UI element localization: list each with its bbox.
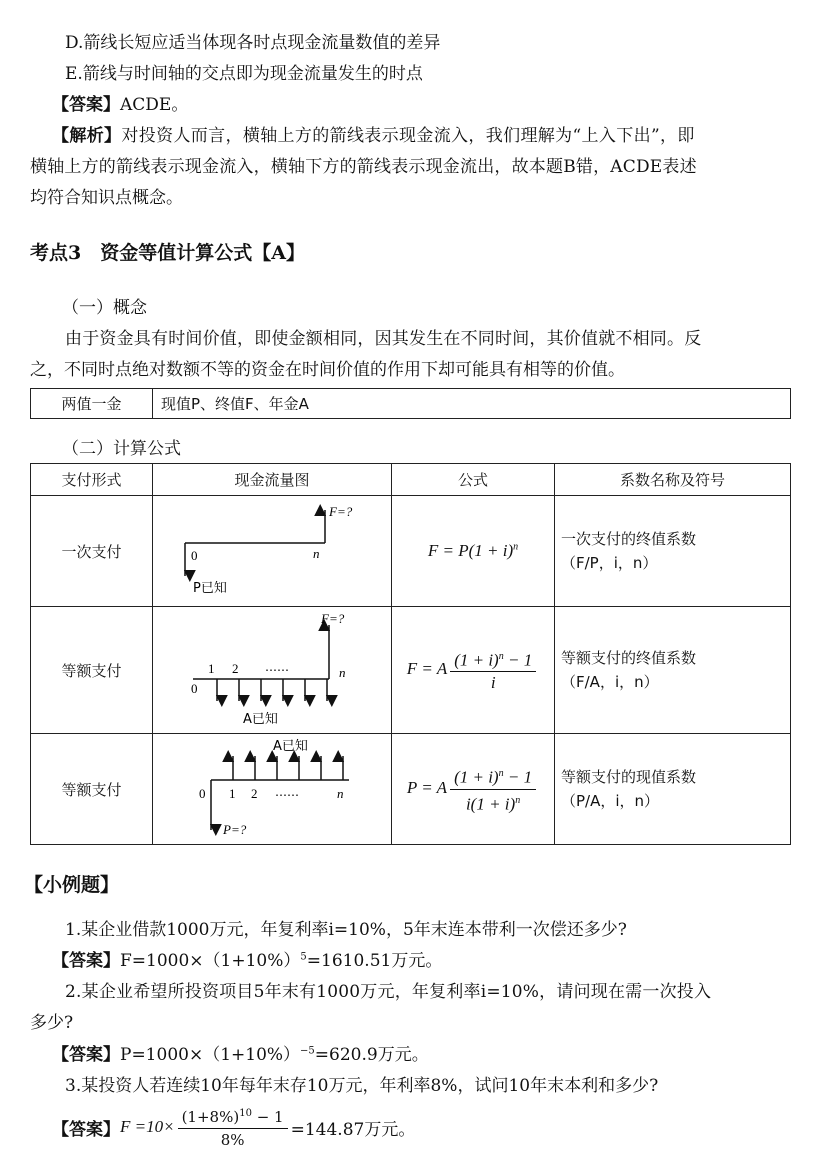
question-1: 1.某企业借款1000万元，年复利率i=10%，5年末连本带利一次偿还多少? — [65, 920, 627, 940]
diagram-one-label: 1 — [208, 661, 215, 676]
formula-cell — [392, 607, 555, 734]
diagram-zero-label: 0 — [199, 786, 206, 801]
table-row — [31, 607, 791, 734]
two-value-content: 现值P、终值F、年金A — [153, 389, 791, 419]
cashflow-diagram-annuity-future — [153, 607, 392, 734]
formula-cell — [392, 496, 555, 607]
payment-type: 一次支付 — [31, 496, 153, 607]
coefficient-cell — [555, 496, 791, 607]
diagram-n-label: n — [337, 786, 344, 801]
diagram-two-label: 2 — [232, 661, 239, 676]
formula-fraction: $\frac{(1 + i)^n - 1}{i}$ — [450, 647, 536, 694]
formula-expression: F = A $\frac{(1 + i)^n - 1}{i}$ — [407, 659, 539, 678]
question-3: 3.某投资人若连续10年每年末存10万元，年利率8%，试问10年末本利和多少? — [65, 1076, 659, 1096]
payment-type: 等额支付 — [31, 734, 153, 845]
diagram-top-label: A已知 — [273, 739, 308, 754]
answer-1: 【答案】$F=1000\times(1+10\%)^5=1610.51$万元。 — [52, 951, 443, 971]
header-payment-type: 支付形式 — [31, 464, 153, 496]
formula-table — [30, 463, 791, 845]
diagram-top-label: F=? — [321, 611, 345, 626]
diagram-zero-label: 0 — [191, 681, 198, 696]
diagram-bottom-label: P=? — [223, 822, 247, 837]
answer-label: 【答案】 — [52, 95, 120, 115]
section-title: 考点3 资金等值计算公式【A】 — [30, 242, 305, 264]
answer-2: 【答案】$P=1000\times(1+10\%)^{-5}=620.9$万元。 — [52, 1045, 429, 1065]
cashflow-diagram-single — [153, 496, 392, 607]
diagram-zero-label: 0 — [191, 548, 198, 563]
header-formula: 公式 — [392, 464, 555, 496]
formula-cell — [392, 734, 555, 845]
two-value-table — [30, 388, 791, 419]
coefficient-name: 一次支付的终值系数 — [561, 530, 697, 548]
answer-line — [52, 90, 188, 115]
table-row — [31, 496, 791, 607]
cashflow-diagram-annuity-present — [153, 734, 392, 845]
analysis-line-1: 【解析】对投资人而言，横轴上方的箭线表示现金流入，我们理解为“上入下出”，即 — [52, 126, 695, 146]
analysis-line-3: 均符合知识点概念。 — [30, 188, 183, 208]
coefficient-name: 等额支付的终值系数 — [561, 649, 697, 667]
examples-heading: 【小例题】 — [24, 874, 120, 896]
answer-3: 【答案】 F =10× $\frac{(1+8\%)^{10} - 1}{8\%}$ =144.87万元。 — [52, 1104, 415, 1150]
concept-heading: （一）概念 — [62, 298, 147, 318]
analysis-line-2: 横轴上方的箭线表示现金流入，横轴下方的箭线表示现金流出，故本题B错，ACDE表述 — [30, 157, 697, 177]
answer-text: ACDE。 — [120, 95, 189, 115]
answer-3-fraction: $\frac{(1+8\%)^{10} - 1}{8\%}$ — [178, 1104, 288, 1150]
diagram-bottom-label: A已知 — [243, 712, 278, 727]
coefficient-cell — [555, 734, 791, 845]
diagram-one-label: 1 — [229, 786, 236, 801]
concept-line-2: 之，不同时点绝对数额不等的资金在时间价值的作用下却可能具有相等的价值。 — [30, 360, 625, 380]
concept-line-1: 由于资金具有时间价值，即使金额相同，因其发生在不同时间，其价值就不相同。反 — [65, 329, 702, 349]
formula-expression: P = A $\frac{(1 + i)^n - 1}{i(1 + i)^n}$ — [407, 778, 539, 797]
option-e: E.箭线与时间轴的交点即为现金流量发生的时点 — [65, 64, 423, 84]
calc-heading: （二）计算公式 — [62, 439, 181, 459]
header-cashflow-diagram: 现金流量图 — [153, 464, 392, 496]
coefficient-name: 等额支付的现值系数 — [561, 768, 697, 786]
diagram-dots-label: …… — [275, 785, 299, 799]
two-value-label: 两值一金 — [31, 389, 153, 419]
question-2-line-1: 2.某企业希望所投资项目5年末有1000万元，年复利率i=10%，请问现在需一次投入 — [65, 982, 712, 1002]
diagram-two-label: 2 — [251, 786, 258, 801]
diagram-bottom-label: P已知 — [193, 581, 227, 596]
option-d: D.箭线长短应适当体现各时点现金流量数值的差异 — [65, 33, 441, 53]
table-row — [31, 734, 791, 845]
coefficient-cell — [555, 607, 791, 734]
header-coefficient: 系数名称及符号 — [555, 464, 791, 496]
question-2-line-2: 多少? — [30, 1013, 74, 1033]
coefficient-symbol: （F/A，i，n） — [561, 673, 659, 691]
diagram-n-label: n — [339, 665, 346, 680]
analysis-label: 【解析】 — [52, 126, 122, 146]
diagram-top-label: F=? — [329, 504, 353, 519]
coefficient-symbol: （P/A，i，n） — [561, 792, 660, 810]
diagram-dots-label: …… — [265, 660, 289, 674]
diagram-n-label: n — [313, 546, 320, 561]
formula-fraction: $\frac{(1 + i)^n - 1}{i(1 + i)^n}$ — [450, 764, 536, 814]
formula-expression: $F = P(1 + i)^n$ — [427, 541, 519, 560]
coefficient-symbol: （F/P，i，n） — [561, 554, 658, 572]
payment-type: 等额支付 — [31, 607, 153, 734]
